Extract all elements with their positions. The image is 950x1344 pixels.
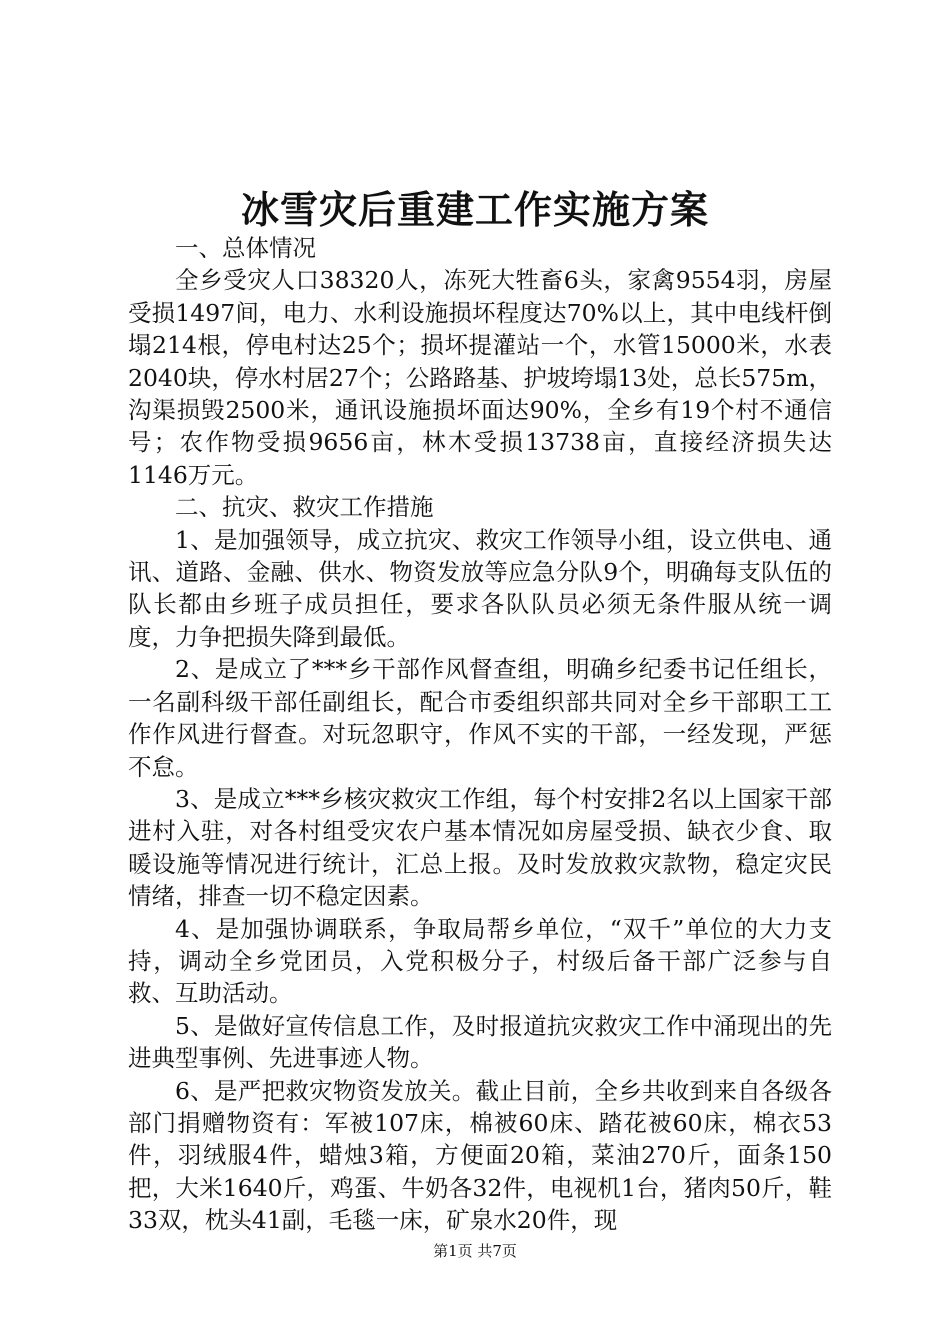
paragraph-measure-3: 3、是成立***乡核灾救灾工作组，每个村安排2名以上国家干部进村入驻，对各村组受灾农户基本情况如房屋受损、缺衣少食、取暖设施等情况进行统计，汇总上报。及时发放救灾款物，稳定灾民情绪，排查一切不稳定因素。 (128, 784, 832, 911)
paragraph-measure-4: 4、是加强协调联系，争取局帮乡单位，“双千”单位的大力支持，调动全乡党团员，入党积极分子，村级后备干部广泛参与自救、互助活动。 (128, 914, 832, 1008)
paragraph-measure-2: 2、是成立了***乡干部作风督查组，明确乡纪委书记任组长，一名副科级干部任副组长，配合市委组织部共同对全乡干部职工工作作风进行督查。对玩忽职守，作风不实的干部，一经发现，严惩不怠。 (128, 655, 832, 781)
paragraph-measure-5: 5、是做好宣传信息工作，及时报道抗灾救灾工作中涌现出的先进典型事例、先进事迹人物。 (128, 1011, 832, 1073)
section-heading-measures: 二、抗灾、救灾工作措施 (175, 493, 434, 522)
paragraph-overview-stats: 全乡受灾人口38320人，冻死大牲畜6头，家禽9554羽，房屋受损1497间，电力、水利设施损坏程度达70%以上，其中电线杆倒塌214根，停电村达25个；损坏提灌站一个，水管15000米，水表2040块，停水村居27个；公路路基、护坡垮塌13处，总长575m，沟渠损毁2500米，通讯设施损坏面达90%，全乡有19个村不通信号；农作物受损9656亩，林木受损13738亩，直接经济损失达1146万元。 (128, 266, 832, 489)
section-heading-overview: 一、总体情况 (175, 234, 316, 262)
page-footer: 第1页 共7页 (433, 1242, 517, 1260)
paragraph-measure-6: 6、是严把救灾物资发放关。截止目前，全乡共收到来自各级各部门捐赠物资有：军被107床，棉被60床、踏花被60床，棉衣53件，羽绒服4件，蜡烛3箱，方便面20箱，菜油270斤，面条150把，大米1640斤，鸡蛋、牛奶各32件，电视机1台，猪肉50斤，鞋33双，枕头41副，毛毯一床，矿泉水20件，现 (128, 1076, 832, 1235)
paragraph-measure-1: 1、是加强领导，成立抗灾、救灾工作领导小组，设立供电、通讯、道路、金融、供水、物资发放等应急分队9个，明确每支队伍的队长都由乡班子成员担任，要求各队队员必须无条件服从统一调度，力争把损失降到最低。 (128, 525, 832, 651)
document-title: 冰雪灾后重建工作实施方案 (240, 187, 709, 232)
document-body (128, 232, 832, 1237)
